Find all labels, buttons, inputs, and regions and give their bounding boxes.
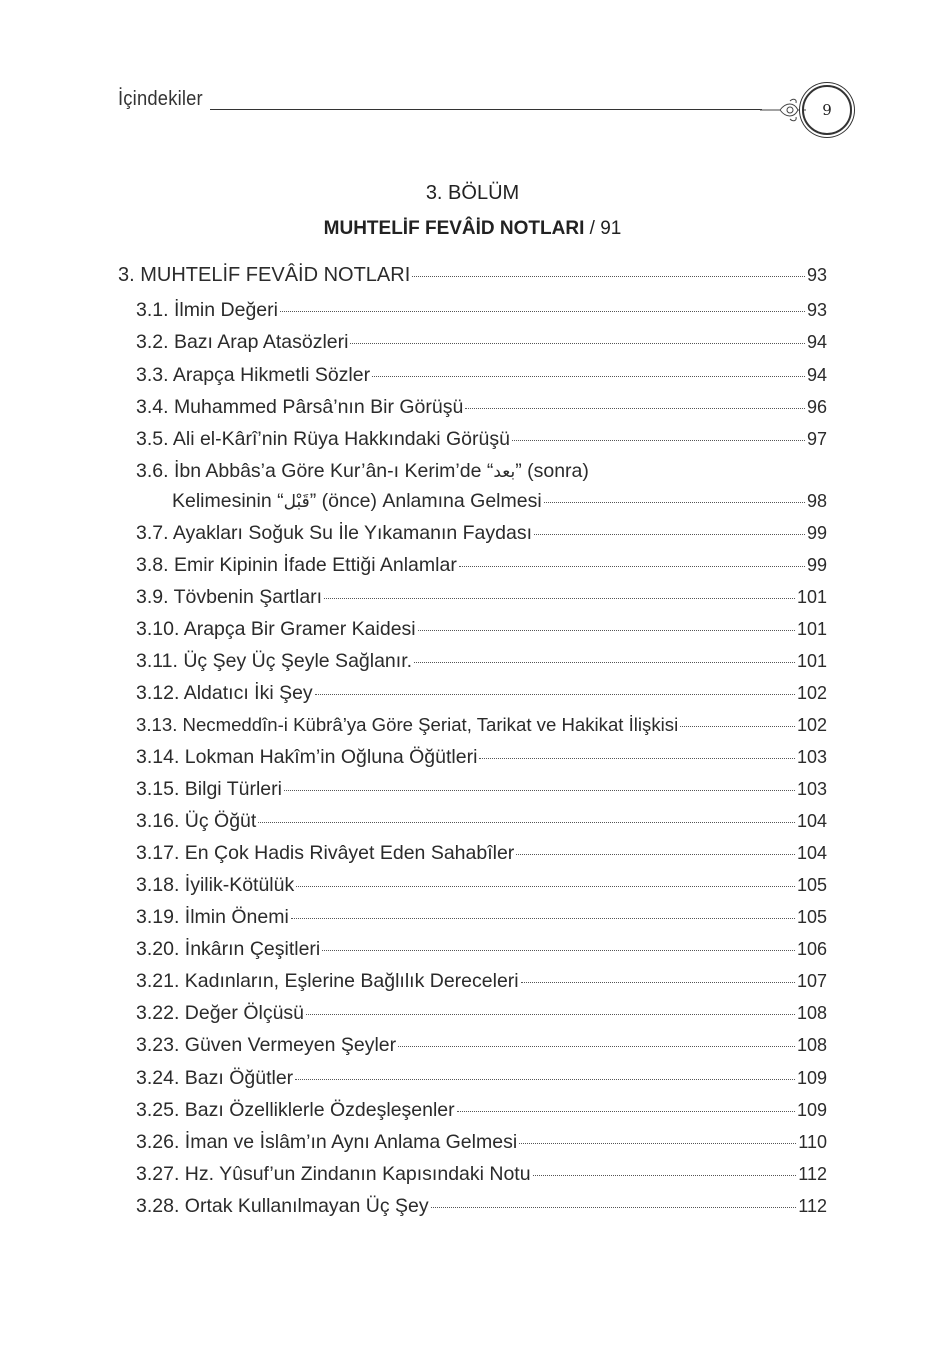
toc-entry-page: 105: [796, 875, 827, 895]
toc-entry-36-line1[interactable]: [136, 460, 589, 483]
toc-entry-page: 105: [796, 907, 827, 927]
toc-entry-label: 3.18. İyilik-Kötülük: [136, 874, 295, 896]
toc-entry-label: 3.8. Emir Kipinin İfade Ettiği Anlamlar: [136, 554, 457, 576]
arabic-word-qabl: قَبْل: [283, 492, 310, 512]
toc-entry-label: 3.21. Kadınların, Eşlerine Bağlılık Dereceleri: [136, 970, 519, 992]
toc-entry[interactable]: [136, 810, 827, 833]
toc-entry-label: 3.7. Ayakları Soğuk Su İle Yıkamanın Faydası: [136, 522, 533, 544]
page-number: 9: [822, 101, 832, 119]
toc-entry-36-line2[interactable]: [172, 490, 827, 513]
dot-leader: [414, 661, 795, 663]
toc-entry-label: 3.22. Değer Ölçüsü: [136, 1002, 305, 1024]
toc-entry-page: 99: [806, 555, 827, 575]
toc-entry[interactable]: [136, 1131, 827, 1154]
toc-entry-page: 108: [796, 1003, 827, 1023]
dot-leader: [412, 275, 805, 277]
dot-leader: [295, 1078, 795, 1080]
section-label: 3. BÖLÜM: [425, 182, 520, 204]
toc-entry-page: 99: [806, 523, 827, 543]
dot-leader: [315, 693, 795, 695]
dot-leader: [372, 375, 805, 377]
toc-entry-label: 3.20. İnkârın Çeşitleri: [136, 938, 321, 960]
toc-entry-label: 3.25. Bazı Özelliklerle Özdeşleşenler: [136, 1099, 455, 1121]
dot-leader: [324, 597, 795, 599]
toc-entry-label: 3.11. Üç Şey Üç Şeyle Sağlanır.: [136, 650, 413, 672]
toc-entry-page: 93: [806, 265, 827, 285]
toc-entry-label: 3. MUHTELİF FEVÂİD NOTLARI: [118, 264, 411, 286]
dot-leader: [544, 501, 805, 503]
toc-entry[interactable]: [136, 1034, 827, 1057]
toc-entry-label: 3.10. Arapça Bir Gramer Kaidesi: [136, 618, 416, 640]
dot-leader: [398, 1045, 795, 1047]
header-rule: [210, 109, 762, 110]
toc-entry-label: 3.13. Necmeddîn-i Kübrâ’ya Göre Şeriat, Tarikat ve Hakikat İlişkisi: [136, 714, 679, 735]
dot-leader: [306, 1013, 795, 1015]
toc-entry-label: 3.5. Ali el-Kârî’nin Rüya Hakkındaki Görüşü: [136, 428, 510, 450]
toc-entry[interactable]: [136, 428, 827, 451]
toc-entry[interactable]: [136, 554, 827, 577]
dot-leader: [512, 439, 805, 441]
toc-entry-page: 96: [806, 397, 827, 417]
toc-entry[interactable]: [136, 778, 827, 801]
dot-leader: [479, 757, 795, 759]
toc-entry-label: 3.3. Arapça Hikmetli Sözler: [136, 364, 371, 386]
toc-entry-page: 108: [796, 1035, 827, 1055]
dot-leader: [519, 1142, 796, 1144]
toc-entry-label: 3.17. En Çok Hadis Rivâyet Eden Sahabîler: [136, 842, 515, 864]
toc-entry-36-prefix: 3.6. İbn Abbâs’a Göre Kur’ân-ı Kerim’de “: [136, 460, 494, 482]
arabic-word-bad: بعد: [493, 462, 516, 482]
toc-entry-page: 93: [806, 300, 827, 320]
toc-entry-label: 3.27. Hz. Yûsuf’un Zindanın Kapısındaki Notu: [136, 1163, 531, 1185]
toc-entry[interactable]: [136, 714, 827, 736]
toc-entry[interactable]: [136, 331, 827, 354]
toc-entry-page: 109: [796, 1100, 827, 1120]
toc-entry-page: 103: [796, 747, 827, 767]
toc-entry[interactable]: [136, 1002, 827, 1025]
toc-entry-page: 112: [798, 1164, 827, 1184]
toc-entry-label: 3.19. İlmin Önemi: [136, 906, 289, 928]
toc-entry[interactable]: [136, 364, 827, 387]
toc-entry[interactable]: [136, 618, 827, 641]
toc-entry-label: 3.14. Lokman Hakîm’in Oğluna Öğütleri: [136, 746, 478, 768]
toc-entry-page: 101: [796, 651, 827, 671]
toc-entry-page: 101: [796, 619, 827, 639]
dot-leader: [284, 789, 795, 791]
toc-entry-label: 3.15. Bilgi Türleri: [136, 778, 282, 800]
toc-entry[interactable]: [136, 874, 827, 897]
section-title-text: MUHTELİF FEVÂİD NOTLARI: [323, 218, 585, 239]
floral-ornament-icon: [760, 96, 808, 124]
toc-entry[interactable]: [136, 906, 827, 929]
dot-leader: [350, 342, 805, 344]
toc-entry-page: 97: [806, 429, 827, 449]
toc-entry-page: 102: [796, 715, 827, 735]
toc-entry-label: 3.24. Bazı Öğütler: [136, 1067, 294, 1089]
toc-entry-page: 104: [796, 843, 827, 863]
dot-leader: [258, 821, 795, 823]
toc-entry-label: 3.23. Güven Vermeyen Şeyler: [136, 1034, 397, 1056]
toc-entry-label: 3.9. Tövbenin Şartları: [136, 586, 323, 608]
toc-entry-page: 107: [796, 971, 827, 991]
toc-entry-label: 3.16. Üç Öğüt: [136, 810, 257, 832]
toc-entry[interactable]: [136, 1163, 827, 1186]
toc-entry[interactable]: [136, 1067, 827, 1090]
toc-entry[interactable]: [136, 938, 827, 961]
dot-leader: [431, 1206, 797, 1208]
dot-leader: [457, 1110, 795, 1112]
toc-entry[interactable]: [136, 1099, 827, 1122]
dot-leader: [291, 917, 795, 919]
toc-entry-36-suffix: ” (sonra): [515, 460, 589, 482]
dot-leader: [418, 629, 795, 631]
dot-leader: [521, 981, 795, 983]
toc-entry[interactable]: [136, 586, 827, 609]
toc-entry-page: 104: [796, 811, 827, 831]
toc-entry-label: 3.26. İman ve İslâm’ın Aynı Anlama Gelmesi: [136, 1131, 518, 1153]
toc-entry-page: 109: [796, 1068, 827, 1088]
toc-entry-label: 3.28. Ortak Kullanılmayan Üç Şey: [136, 1195, 429, 1217]
toc-entry-label: 3.2. Bazı Arap Atasözleri: [136, 331, 349, 353]
toc-entry[interactable]: [136, 1195, 827, 1218]
dot-leader: [465, 407, 805, 409]
dot-leader: [516, 853, 795, 855]
toc-entry[interactable]: [136, 842, 827, 865]
dot-leader: [534, 533, 805, 535]
toc-entry-page: 102: [796, 683, 827, 703]
toc-entry-label: 3.4. Muhammed Pârsâ’nın Bir Görüşü: [136, 396, 464, 418]
toc-entry-label: [172, 490, 542, 513]
toc-entry-label: 3.12. Aldatıcı İki Şey: [136, 682, 313, 704]
toc-entry-page: 98: [806, 491, 827, 511]
page-number-badge: [802, 85, 852, 135]
toc-entry[interactable]: [136, 682, 827, 705]
dot-leader: [280, 310, 805, 312]
toc-chapter-entry[interactable]: [118, 264, 827, 287]
dot-leader: [459, 565, 805, 567]
toc-entry-page: 101: [796, 587, 827, 607]
toc-entry[interactable]: [136, 746, 827, 769]
dot-leader: [680, 725, 795, 727]
toc-entry-page: 110: [798, 1132, 827, 1152]
dot-leader: [296, 885, 795, 887]
toc-entry-36-line2-prefix: Kelimesinin “: [172, 490, 284, 512]
toc-entry[interactable]: [136, 970, 827, 993]
dot-leader: [322, 949, 795, 951]
toc-entry-page: 106: [796, 939, 827, 959]
toc-entry[interactable]: [136, 650, 827, 673]
toc-entry[interactable]: [136, 522, 827, 545]
toc-entry-page: 103: [796, 779, 827, 799]
toc-entry-36-line2-suffix: ” (önce) Anlamına Gelmesi: [309, 490, 542, 512]
toc-entry-page: 94: [806, 332, 827, 352]
toc-entry[interactable]: [136, 299, 827, 322]
toc-entry-page: 112: [798, 1196, 827, 1216]
toc-entry[interactable]: [136, 396, 827, 419]
dot-leader: [533, 1174, 797, 1176]
section-title: [0, 218, 945, 240]
toc-entry-label: 3.1. İlmin Değeri: [136, 299, 278, 321]
section-title-page: / 91: [589, 218, 622, 239]
toc-entry-page: 94: [806, 365, 827, 385]
running-title: İçindekiler: [118, 88, 203, 110]
